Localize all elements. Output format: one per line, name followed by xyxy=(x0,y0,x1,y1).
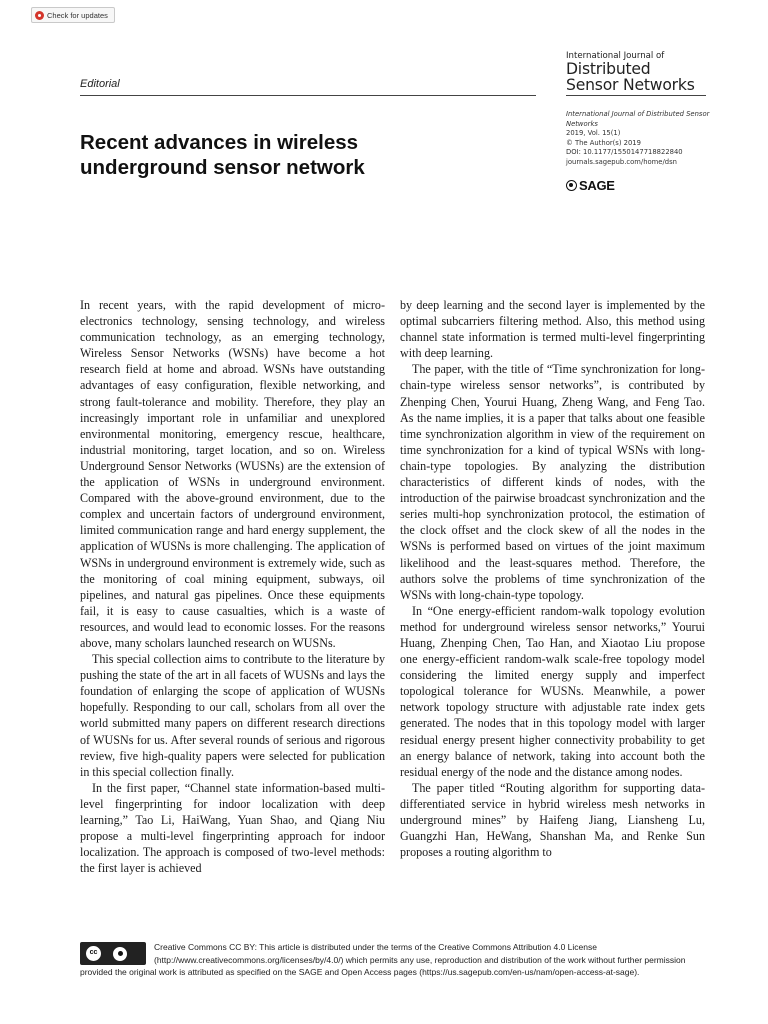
sage-logo-text: SAGE xyxy=(579,178,615,193)
body-column-left xyxy=(80,297,385,876)
attribution-icon xyxy=(112,946,128,962)
meta-copyright: © The Author(s) 2019 xyxy=(566,138,641,147)
cc-icon: cc xyxy=(85,945,102,962)
body-paragraph: by deep learning and the second layer is implemented by the optimal subcarriers filtering method. Also, this method using channel state information is termed multi-level fingerprinting with deep learning. xyxy=(400,298,705,361)
meta-url[interactable]: journals.sagepub.com/home/dsn xyxy=(566,157,677,166)
body-paragraph: In “One energy-efficient random-walk topology evolution method for underground wireless sensor networks,” Yourui Huang, Zhenping Chen, Tao Han, and Xiaotao Liu propose one energy-efficient random-walk scale-free topology model considering the limited energy supply and imperfect topological tolerance for WUSNs. Meanwhile, a power network topology structure with adjustable rate index gets generated. The nodes that in this topology model with larger residual energy present higher connectivity probability to get an energy balance of network, taking into account both the residual energy of the node and the distance among nodes. xyxy=(400,603,705,779)
update-icon xyxy=(35,11,44,20)
sage-mark-icon xyxy=(566,180,577,191)
meta-doi[interactable]: DOI: 10.1177/1550147718822840 xyxy=(566,148,683,156)
journal-brand-line3: Sensor Networks xyxy=(566,76,695,94)
journal-brand-line1: International Journal of xyxy=(566,51,665,61)
cc-by-badge[interactable] xyxy=(80,942,146,965)
license-footer xyxy=(80,941,708,979)
license-text: Creative Commons CC BY: This article is distributed under the terms of the Creative Commons Attribution 4.0 License (http://www.creativecommons.org/licenses/by/4.0/) which permits any use, reproduction and distribution of the work without further permission provided the original work is attributed as specified on the SAGE and Open Access pages (https://us.sagepub.com/en-us/nam/open-access-at-sage). xyxy=(80,942,686,977)
article-title: Recent advances in wireless underground sensor network xyxy=(80,131,365,179)
body-column-right xyxy=(400,297,705,860)
body-paragraph: In the first paper, “Channel state information-based multi-level fingerprinting for indoor localization with deep learning,” Tao Li, HaiWang, Yuan Shao, and Qiang Niu propose a multi-level fingerprinting approach for indoor localization. The approach is composed of two-level methods: the first layer is achieved xyxy=(80,780,385,876)
check-for-updates-label: Check for updates xyxy=(47,10,108,20)
sage-logo xyxy=(566,178,615,193)
header-rule-right xyxy=(566,95,706,96)
header-rule-left xyxy=(80,95,536,96)
section-label: Editorial xyxy=(80,78,120,90)
body-paragraph: This special collection aims to contribute to the literature by pushing the state of the art in all facets of WUSNs and lays the foundation of enlarging the scope of application of WUSNs hopefully. Responding to our call, scholars from all over the world submitted many papers on different research directions of WUSNs for us. After several rounds of serious and rigorous review, five high-quality papers were selected for publication in this special collection finally. xyxy=(80,652,385,779)
check-for-updates-badge[interactable] xyxy=(31,7,115,23)
journal-brand xyxy=(566,51,695,93)
meta-journal: International Journal of Distributed Sensor Networks xyxy=(566,110,710,128)
article-meta xyxy=(566,110,716,167)
body-paragraph: The paper, with the title of “Time synchronization for long-chain-type wireless sensor networks”, is contributed by Zhenping Chen, Yourui Huang, Zheng Wang, and Feng Tao. As the name implies, it is a paper that talks about one feasible time synchronization algorithm in view of the requirement on time synchronization for a kind of typical WSNs with long-chain-type topologies. By analyzing the distribution characteristics of different kinds of nodes, with the introduction of the pairwise broadcast synchronization and the series multi-hop synchronization protocol, the estimation of the clock offset and the clock skew of all the nodes in the WSNs is performed based on virtues of the joint maximum likelihood and the least-squares method. Therefore, the authors solve the problems of time synchronization of the WSNs with long-chain-type topology. xyxy=(400,362,705,602)
body-paragraph: The paper titled “Routing algorithm for supporting data-differentiated service in hybrid wireless mesh networks in underground mines” by Haifeng Jiang, Liansheng Lu, Guangzhi Han, HeWang, Shanshan Ma, and Renke Sun proposes a routing algorithm to xyxy=(400,780,705,860)
journal-brand-line2: Distributed xyxy=(566,60,651,78)
meta-volume: 2019, Vol. 15(1) xyxy=(566,129,621,137)
body-paragraph: In recent years, with the rapid development of micro-electronics technology, sensing technology, and wireless communication technology, as an emerging technology, Wireless Sensor Networks (WSNs) have become a hot research field at home and abroad. WSNs have outstanding advantages of easy configuration, flexible networking, and strong fault-tolerance and mobility. Therefore, they play an increasingly important role in unfamiliar and unexplored environmental monitoring, emergency rescue, healthcare, industrial monitoring, target location, and so on. Wireless Underground Sensor Networks (WUSNs) are the extension of the application of WSNs in underground environment. Compared with the above-ground environment, due to the complex and uncertain factors of underground environment, limited communication range and hard energy supplement, the application of WUSNs is more challenging. The application of WSNs in underground environment is extremely wide, such as the monitoring of coal mining equipment, subways, oil pipelines, and natural gas pipelines. Once these equipments fail, it is easy to cause casualties, which is a waste of resources, and would lead to economic losses. For the reasons above, many scholars launched research on WUSNs. xyxy=(80,298,385,650)
